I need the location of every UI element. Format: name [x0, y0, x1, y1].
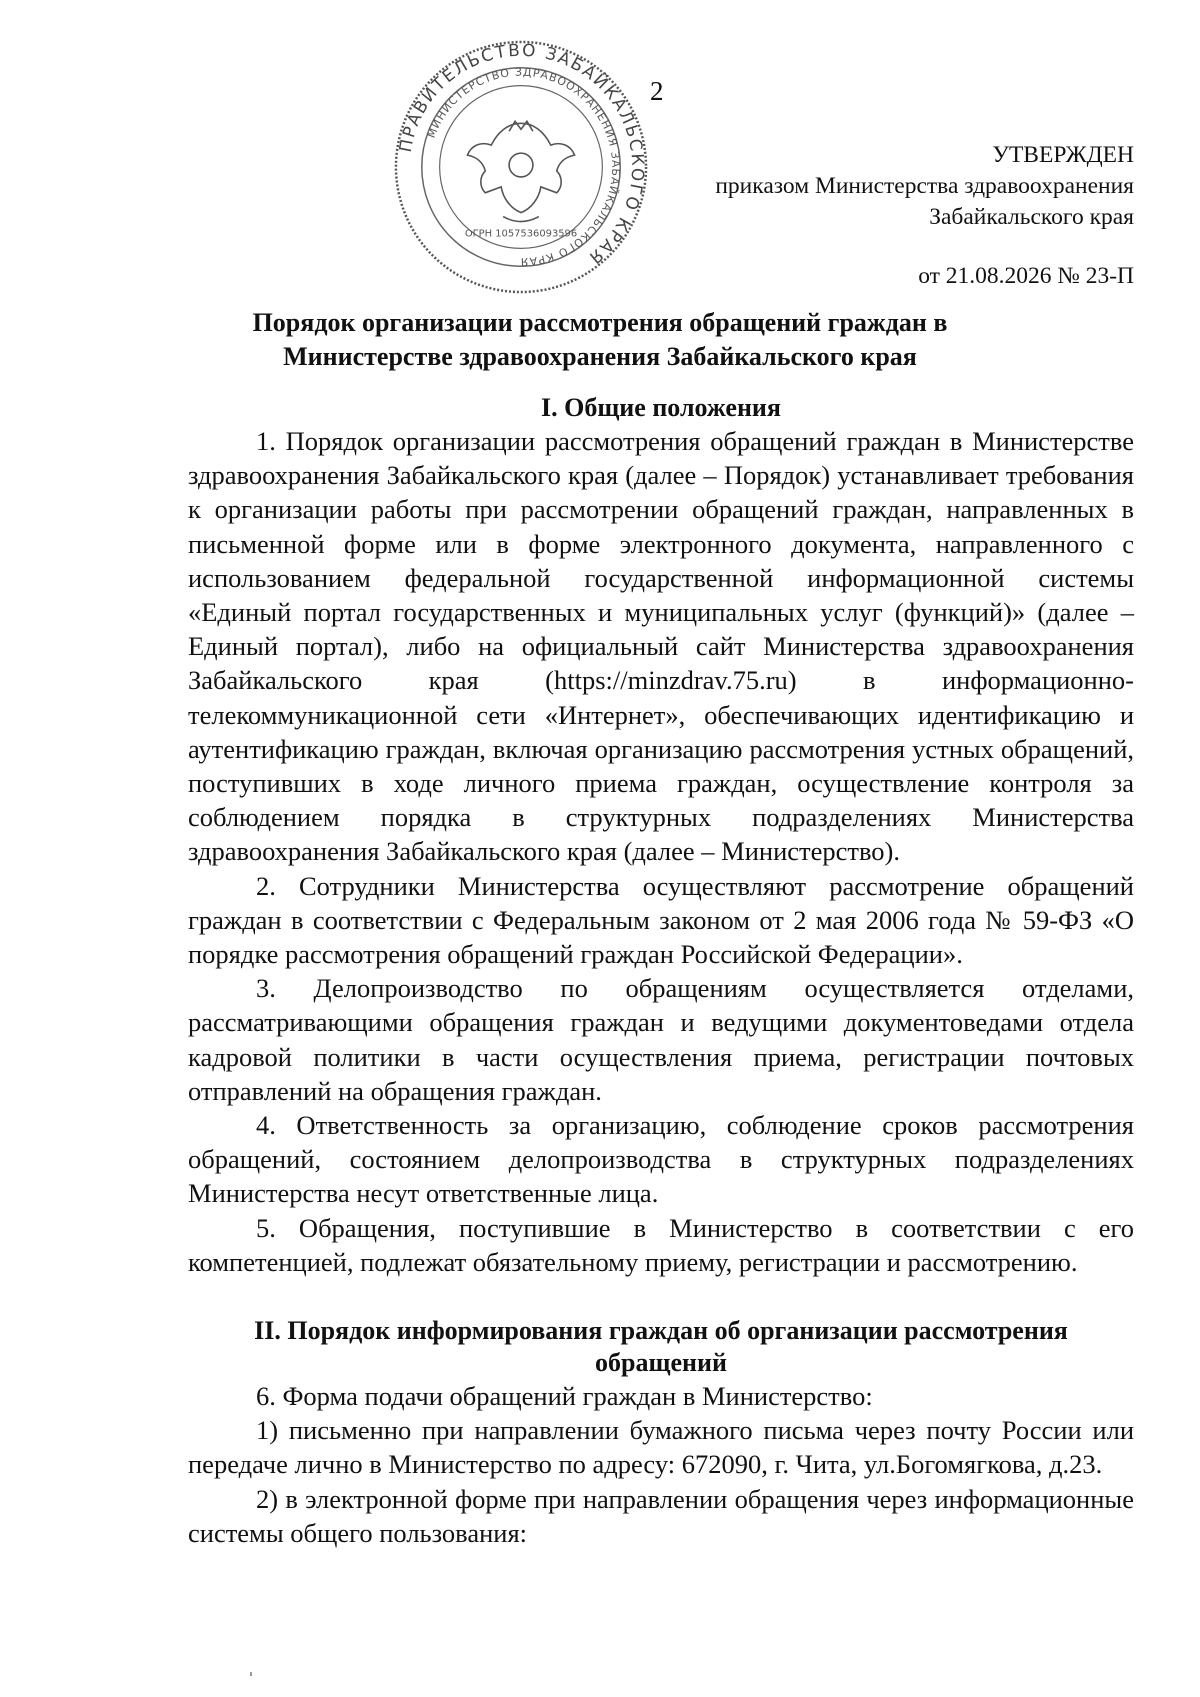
paragraph-3: 3. Делопроизводство по обращениям осуществляется отделами, рассматривающими обращения граждан и ведущими документоведами отдела кадровой политики в части осуществления приема, регистрации почтовых отправлений на обращения граждан.	[188, 973, 1134, 1106]
approval-region: Забайкальского края	[929, 204, 1134, 230]
paragraph-5: 5. Обращения, поступившие в Министерство в соответствии с его компетенцией, подлежат обязательному приему, регистрации и рассмотрению.	[188, 1212, 1134, 1277]
paragraph-6: 6. Форма подачи обращений граждан в Министерство:	[256, 1381, 873, 1412]
title-line-2: Министерстве здравоохранения Забайкальского края	[283, 342, 917, 371]
official-seal	[392, 36, 650, 298]
title-line-1: Порядок организации рассмотрения обращений граждан в	[252, 308, 948, 337]
approval-status: УТВЕРЖДЕН	[992, 142, 1134, 168]
paragraph-4: 4. Ответственность за организацию, соблюдение сроков рассмотрения обращений, состоянием делопроизводства в структурных подразделениях Министерства несут ответственные лица.	[188, 1110, 1134, 1209]
paragraph-6-1: 1) письменно при направлении бумажного письма через почту России или передаче лично в Министерство по адресу: 672090, г. Чита, ул.Богомягкова, д.23.	[188, 1415, 1134, 1480]
seal-inner-text: МИНИСТЕРСТВО ЗДРАВООХРАНЕНИЯ ЗАБАЙКАЛЬСКОГО КРАЯ	[424, 65, 623, 269]
document-title	[150, 306, 1050, 374]
approval-date-number: от 21.08.2026 № 23-П	[918, 263, 1134, 289]
seal-ogrn-text: ОГРН 1057536093596	[464, 228, 578, 240]
seal-outer-text: ПРАВИТЕЛЬСТВО ЗАБАЙКАЛЬСКОГО КРАЯ	[394, 39, 649, 270]
page-number: 2	[650, 76, 664, 106]
paragraph-1: 1. Порядок организации рассмотрения обращений граждан в Министерстве здравоохранения Забайкальского края (далее – Порядок) устанавливает требования к организации работы при рассмотрении обращений граждан, направленных в письменной форме или в форме электронного документа, направленного с использованием федеральной государственной информационной системы «Единый портал государственных и муниципальных услуг (функций)» (далее – Единый портал), либо на официальный сайт Министерства здравоохранения Забайкальского края (https://minzdrav.75.ru) в информационно-телекоммуникационной сети «Интернет», обеспечивающих идентификацию и аутентификацию граждан, включая организацию рассмотрения устных обращений, поступивших в ходе личного приема граждан, осуществление контроля за соблюдением порядка в структурных подразделениях Министерства здравоохранения Забайкальского края (далее – Министерство).	[188, 426, 1134, 867]
section-2-heading: II. Порядок информирования граждан об организации рассмотрения обращений	[254, 1316, 1068, 1378]
paragraph-2: 2. Сотрудники Министерства осуществляют рассмотрение обращений граждан в соответствии с Федеральным законом от 2 мая 2006 года № 59-ФЗ «О порядке рассмотрения обращений граждан Российской Федерации».	[188, 870, 1134, 970]
coat-of-arms-icon	[467, 121, 574, 221]
section-1-heading: I. Общие положения	[541, 393, 781, 422]
scan-speck	[250, 1672, 252, 1676]
approval-order: приказом Министерства здравоохранения	[715, 173, 1134, 199]
paragraph-6-2: 2) в электронной форме при направлении обращения через информационные системы общего пользования:	[188, 1483, 1134, 1548]
document-body	[188, 392, 1134, 1550]
approval-block	[715, 140, 1134, 292]
